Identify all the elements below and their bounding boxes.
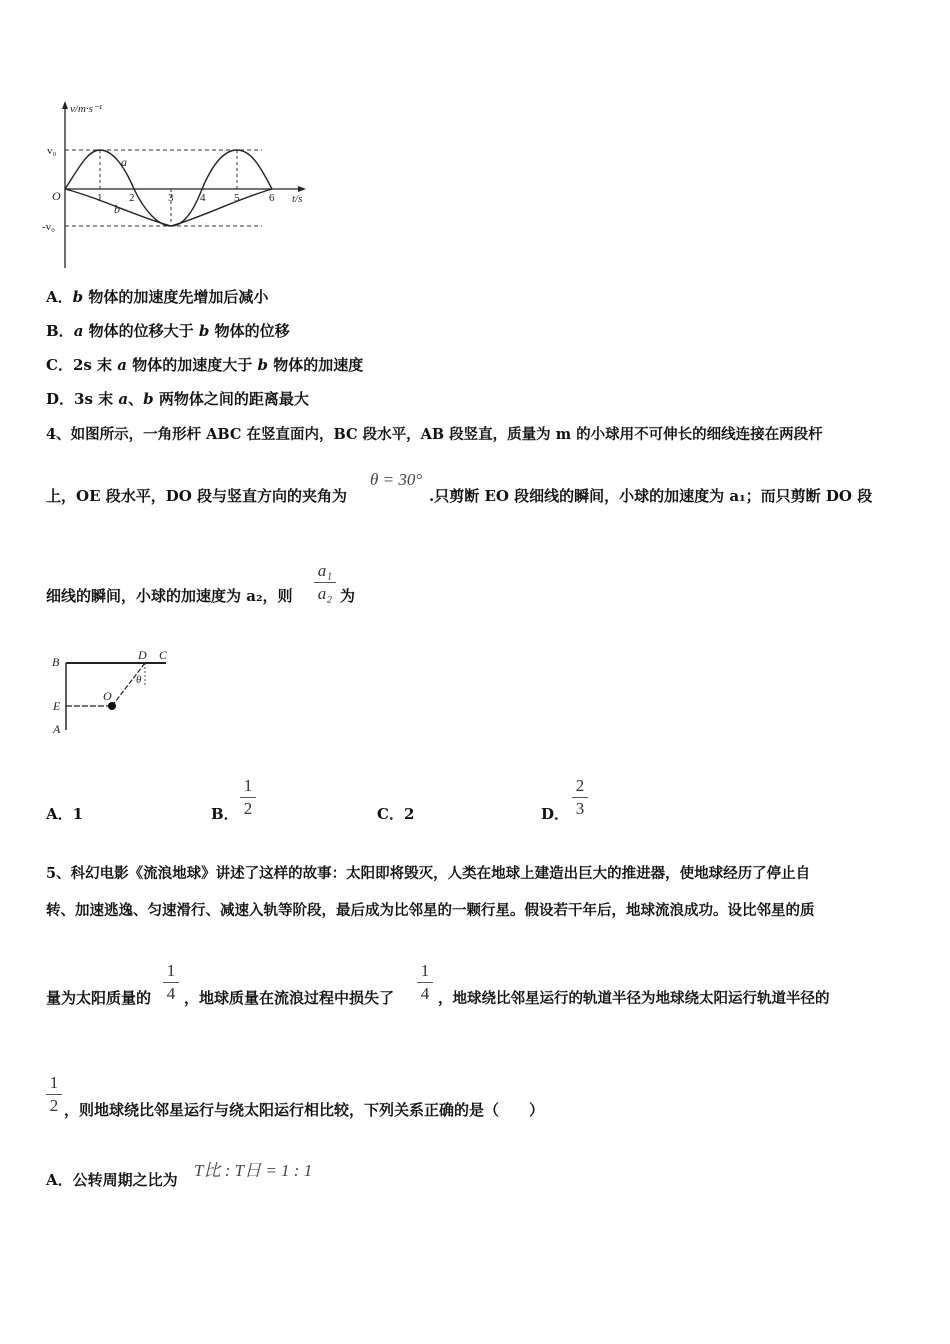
fraction-denominator: a₂ (317, 584, 333, 603)
option-text: 物体的加速度 (267, 356, 364, 374)
fraction-bar (417, 982, 433, 983)
option-text: b (198, 322, 210, 340)
label-d: D (138, 648, 147, 662)
option-text: b (72, 288, 84, 306)
q4-option-d-fraction (572, 777, 588, 818)
option-value: 2 (403, 805, 415, 823)
label-a: A (53, 722, 61, 736)
option-text: 3s 末 (74, 390, 119, 408)
velocity-time-graph (40, 98, 330, 273)
fraction-denominator: 2 (243, 799, 253, 818)
ratio-fraction (314, 562, 336, 603)
option-letter: A． (46, 288, 73, 306)
fraction-numerator: 1 (243, 776, 253, 795)
v0-label: v₀ (47, 145, 57, 157)
q5-option-a-math: T比 : T日 = 1 : 1 (194, 1161, 313, 1180)
fraction-bar (46, 1094, 62, 1095)
ball (108, 702, 116, 710)
x-tick-6: 6 (269, 192, 275, 204)
curve-b-label: b (114, 202, 120, 216)
option-text: 物体的加速度先增加后减小 (83, 288, 269, 306)
q5-stem-line-3a: 量为太阳质量的 (46, 989, 152, 1007)
option-text: a (117, 356, 128, 374)
q4-stem-line-1: 4、如图所示，一角形杆 ABC 在竖直面内，BC 段水平，AB 段竖直，质量为 m 的小球用不可伸长的细线连接在两段杆 (46, 426, 823, 443)
fraction-bar (163, 982, 179, 983)
fraction-denominator: 4 (166, 984, 176, 1003)
origin-label: O (52, 189, 61, 203)
x-tick-5: 5 (234, 192, 240, 204)
fraction-numerator: a₁ (317, 561, 333, 580)
q5-fraction-2 (417, 962, 433, 1003)
option-value: 1 (72, 805, 84, 823)
label-theta: θ (136, 674, 142, 686)
option-text: b (143, 390, 154, 408)
option-text: a (73, 322, 84, 340)
q3-option-d (46, 388, 309, 409)
option-text: 2s 末 (72, 356, 118, 374)
q4-stem-line-2b: .只剪断 EO 段细线的瞬间，小球的加速度为 a₁；而只剪断 DO 段 (429, 487, 873, 505)
stem-text: 上，OE 段水平，DO 段与竖直方向的夹角为 (46, 487, 348, 505)
option-letter: D． (46, 390, 75, 408)
q3-option-a (46, 286, 268, 307)
theta-expression: θ = 30° (370, 470, 423, 489)
q5-stem-line-3c: ，地球绕比邻星运行的轨道半径为地球绕太阳运行轨道半径的 (438, 990, 830, 1007)
option-text: a (118, 390, 129, 408)
label-b: B (52, 655, 60, 669)
x-tick-1: 1 (97, 192, 103, 204)
q3-option-b (46, 320, 290, 341)
q3-option-c (46, 354, 363, 375)
x-tick-3: 3 (168, 192, 174, 204)
option-text: 物体的位移 (209, 322, 290, 340)
option-text: 两物体之间的距离最大 (153, 390, 309, 408)
curve-a (65, 150, 272, 226)
q4-stem-line-2 (46, 485, 347, 506)
q4-stem-line-3: 细线的瞬间，小球的加速度为 a₂，则 (46, 587, 293, 605)
fraction-bar (572, 797, 588, 798)
v-axis-arrow (62, 101, 68, 109)
fraction-denominator: 4 (420, 984, 430, 1003)
option-letter: B． (46, 322, 74, 340)
fraction-denominator: 2 (49, 1096, 59, 1115)
neg-v0-label: -v₀ (42, 221, 55, 233)
fraction-denominator: 3 (575, 799, 585, 818)
label-e: E (53, 699, 61, 713)
fraction-numerator: 1 (49, 1073, 59, 1092)
fraction-numerator: 2 (575, 776, 585, 795)
rod-figure (48, 645, 188, 740)
q5-option-a-text: A．公转周期之比为 (46, 1171, 178, 1189)
label-o: O (103, 689, 112, 703)
x-tick-4: 4 (200, 192, 206, 204)
option-text: b (257, 356, 268, 374)
t-axis-arrow (298, 186, 306, 192)
q5-fraction-3 (46, 1074, 62, 1115)
option-letter: C． (46, 356, 73, 374)
q5-stem-line-2: 转、加速逃逸、匀速滑行、减速入轨等阶段，最后成为比邻星的一颗行星。假设若干年后，地球流浪成功。设比邻星的质 (46, 902, 815, 919)
fraction-numerator: 1 (420, 961, 430, 980)
fraction-numerator: 1 (166, 961, 176, 980)
t-axis-label: t/s (292, 193, 303, 205)
q4-stem-line-3b: 为 (340, 587, 356, 605)
fraction-bar (240, 797, 256, 798)
q5-stem-line-4: ，则地球绕比邻星运行与绕太阳运行相比较，下列关系正确的是（ ） (64, 1101, 545, 1119)
x-tick-2: 2 (129, 192, 135, 204)
option-text: 物体的位移大于 (83, 322, 199, 340)
option-text: 物体的加速度大于 (127, 356, 258, 374)
q4-option-d-letter: D． (541, 805, 570, 823)
label-c: C (159, 648, 168, 662)
q5-fraction-1 (163, 962, 179, 1003)
fraction-bar (314, 582, 336, 583)
q4-option-a (46, 803, 83, 824)
q5-stem-line-1: 5、科幻电影《流浪地球》讲述了这样的故事：太阳即将毁灭，人类在地球上建造出巨大的推进器，使地球经历了停止自 (46, 865, 811, 882)
q5-stem-line-3b: ，地球质量在流浪过程中损失了 (184, 989, 395, 1007)
option-letter: A． (46, 805, 73, 823)
option-letter: C． (377, 805, 404, 823)
q4-option-b-fraction (240, 777, 256, 818)
v-axis-label: v/m·s⁻¹ (70, 103, 103, 115)
q4-option-b-letter: B． (211, 805, 239, 823)
curve-a-label: a (121, 155, 127, 169)
option-text: 、 (128, 390, 144, 408)
q4-option-c (377, 803, 414, 824)
